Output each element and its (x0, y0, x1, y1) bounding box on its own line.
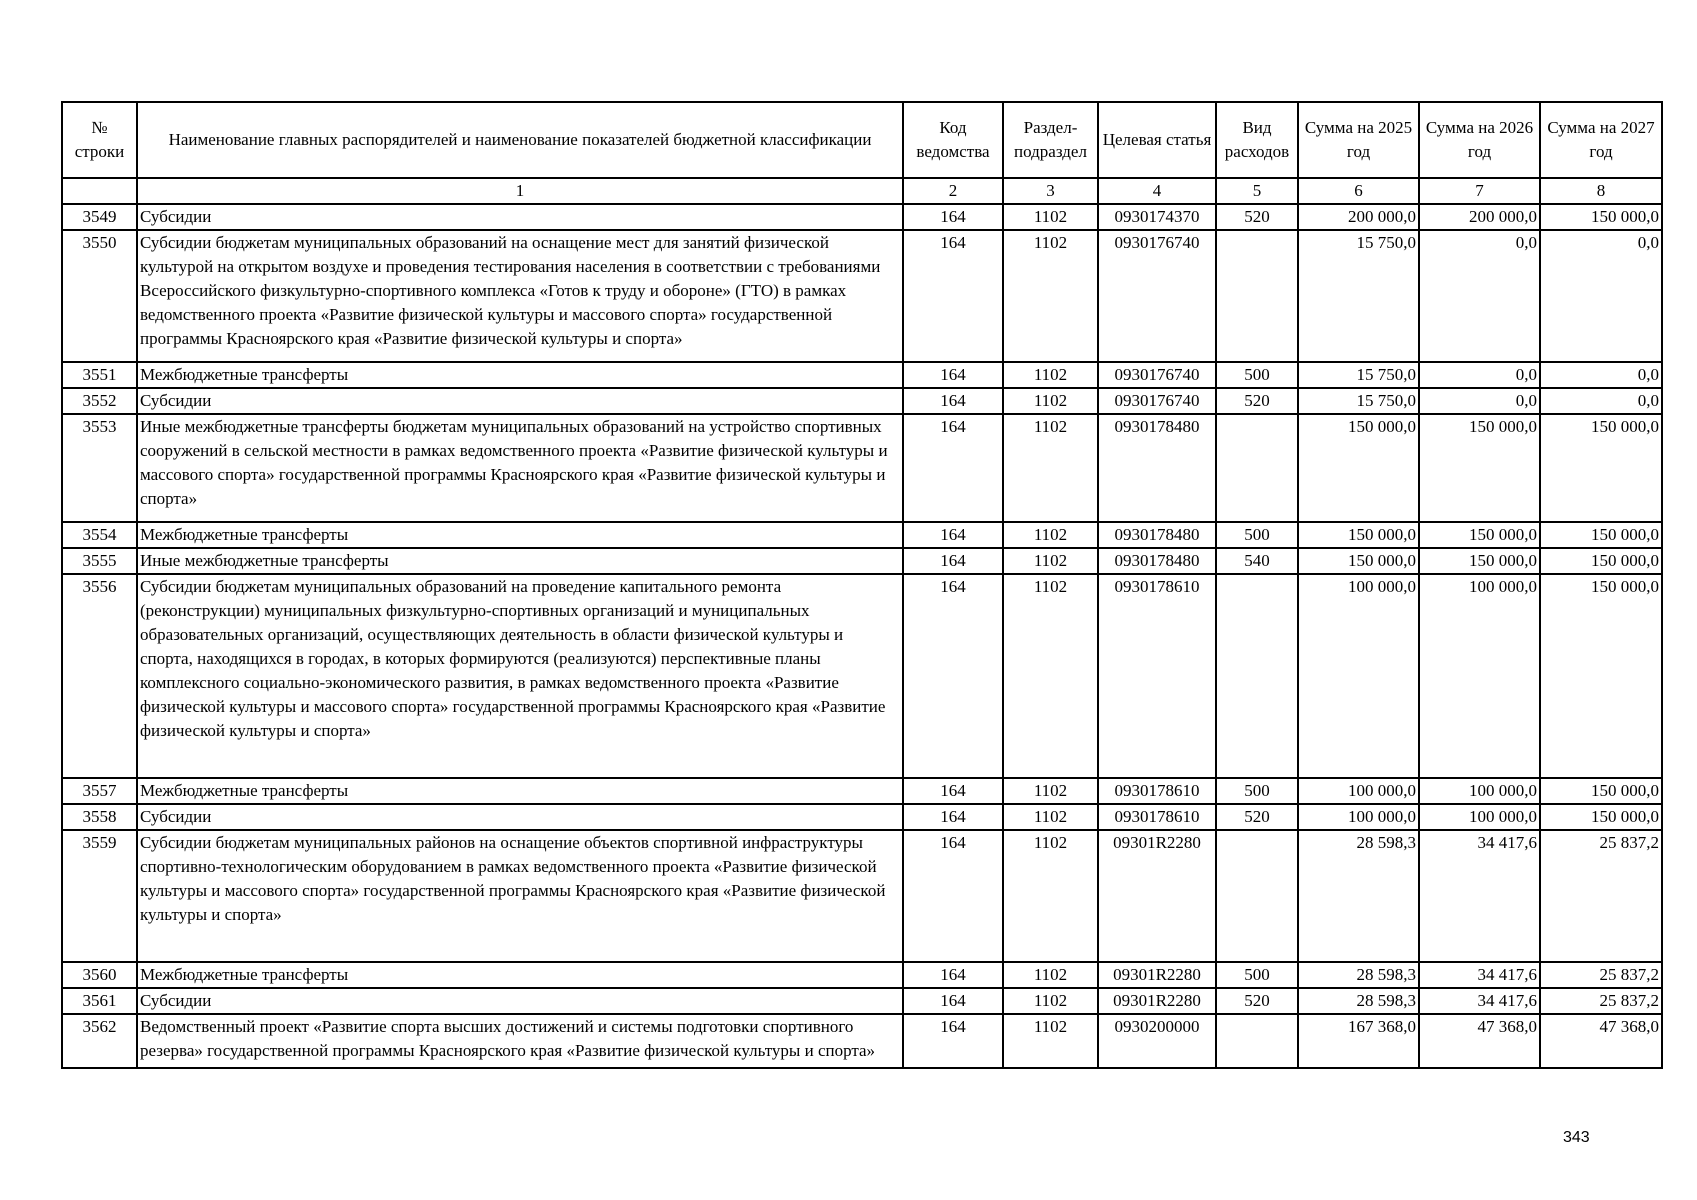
cell-sum-2026: 150 000,0 (1419, 548, 1540, 574)
column-number: 2 (903, 178, 1003, 204)
cell-expense-type: 500 (1216, 778, 1298, 804)
cell-sum-2025: 100 000,0 (1298, 778, 1419, 804)
cell-row-number: 3556 (62, 574, 137, 778)
table-row (62, 1014, 1662, 1068)
cell-dept-code: 164 (903, 522, 1003, 548)
cell-section: 1102 (1003, 388, 1098, 414)
cell-row-number: 3557 (62, 778, 137, 804)
cell-sum-2026: 34 417,6 (1419, 988, 1540, 1014)
table-row (62, 988, 1662, 1014)
header-name: Наименование главных распорядителей и наименование показателей бюджетной классификации (137, 102, 903, 178)
cell-name: Субсидии (137, 204, 903, 230)
cell-name: Субсидии (137, 388, 903, 414)
cell-section: 1102 (1003, 414, 1098, 522)
cell-sum-2027: 25 837,2 (1540, 962, 1662, 988)
cell-row-number: 3549 (62, 204, 137, 230)
table-row (62, 230, 1662, 362)
cell-dept-code: 164 (903, 988, 1003, 1014)
cell-expense-type: 520 (1216, 804, 1298, 830)
cell-sum-2026: 34 417,6 (1419, 830, 1540, 962)
cell-dept-code: 164 (903, 414, 1003, 522)
column-number: 7 (1419, 178, 1540, 204)
header-expense-type: Вид расходов (1216, 102, 1298, 178)
header-dept-code: Код ведомства (903, 102, 1003, 178)
header-target-item: Целевая статья (1098, 102, 1216, 178)
cell-section: 1102 (1003, 804, 1098, 830)
column-number: 5 (1216, 178, 1298, 204)
cell-expense-type: 500 (1216, 522, 1298, 548)
cell-target-item: 09301R2280 (1098, 830, 1216, 962)
cell-target-item: 09301R2280 (1098, 962, 1216, 988)
cell-target-item: 0930178610 (1098, 574, 1216, 778)
table-row (62, 204, 1662, 230)
cell-expense-type: 520 (1216, 988, 1298, 1014)
cell-section: 1102 (1003, 830, 1098, 962)
cell-row-number: 3552 (62, 388, 137, 414)
cell-section: 1102 (1003, 988, 1098, 1014)
cell-dept-code: 164 (903, 778, 1003, 804)
cell-name: Иные межбюджетные трансферты (137, 548, 903, 574)
cell-sum-2025: 150 000,0 (1298, 548, 1419, 574)
header-sum-2027: Сумма на 2027 год (1540, 102, 1662, 178)
cell-expense-type (1216, 1014, 1298, 1068)
cell-section: 1102 (1003, 1014, 1098, 1068)
cell-name: Межбюджетные трансферты (137, 778, 903, 804)
cell-sum-2027: 150 000,0 (1540, 548, 1662, 574)
cell-target-item: 0930178480 (1098, 548, 1216, 574)
cell-dept-code: 164 (903, 804, 1003, 830)
cell-dept-code: 164 (903, 362, 1003, 388)
cell-section: 1102 (1003, 548, 1098, 574)
cell-target-item: 0930176740 (1098, 362, 1216, 388)
cell-section: 1102 (1003, 204, 1098, 230)
table-row (62, 962, 1662, 988)
cell-sum-2026: 47 368,0 (1419, 1014, 1540, 1068)
cell-expense-type (1216, 230, 1298, 362)
column-number: 6 (1298, 178, 1419, 204)
table-row (62, 522, 1662, 548)
cell-sum-2027: 150 000,0 (1540, 574, 1662, 778)
header-sum-2026: Сумма на 2026 год (1419, 102, 1540, 178)
table-row (62, 804, 1662, 830)
cell-sum-2025: 28 598,3 (1298, 830, 1419, 962)
header-sum-2025: Сумма на 2025 год (1298, 102, 1419, 178)
cell-expense-type (1216, 830, 1298, 962)
table-row (62, 388, 1662, 414)
cell-dept-code: 164 (903, 388, 1003, 414)
column-number (62, 178, 137, 204)
cell-sum-2025: 167 368,0 (1298, 1014, 1419, 1068)
cell-dept-code: 164 (903, 962, 1003, 988)
cell-name: Межбюджетные трансферты (137, 962, 903, 988)
cell-sum-2025: 28 598,3 (1298, 988, 1419, 1014)
cell-sum-2026: 34 417,6 (1419, 962, 1540, 988)
cell-sum-2027: 0,0 (1540, 230, 1662, 362)
budget-table (61, 101, 1663, 1069)
page-number: 343 (1563, 1129, 1590, 1146)
cell-sum-2026: 100 000,0 (1419, 778, 1540, 804)
cell-target-item: 0930178610 (1098, 804, 1216, 830)
column-number-row (62, 178, 1662, 204)
cell-name: Субсидии (137, 804, 903, 830)
cell-sum-2025: 200 000,0 (1298, 204, 1419, 230)
cell-dept-code: 164 (903, 204, 1003, 230)
cell-name: Иные межбюджетные трансферты бюджетам муниципальных образований на устройство спортивных сооружений в сельской местности в рамках ведомственного проекта «Развитие физической культуры и массового спорта» государственной программы Красноярского края «Развитие физической культуры и спорта» (137, 414, 903, 522)
cell-sum-2026: 100 000,0 (1419, 574, 1540, 778)
cell-section: 1102 (1003, 778, 1098, 804)
cell-sum-2027: 47 368,0 (1540, 1014, 1662, 1068)
cell-dept-code: 164 (903, 230, 1003, 362)
cell-sum-2027: 25 837,2 (1540, 830, 1662, 962)
cell-row-number: 3550 (62, 230, 137, 362)
cell-sum-2027: 150 000,0 (1540, 414, 1662, 522)
cell-dept-code: 164 (903, 1014, 1003, 1068)
cell-dept-code: 164 (903, 830, 1003, 962)
cell-expense-type (1216, 574, 1298, 778)
cell-sum-2027: 150 000,0 (1540, 778, 1662, 804)
cell-sum-2027: 150 000,0 (1540, 522, 1662, 548)
column-number: 8 (1540, 178, 1662, 204)
cell-row-number: 3558 (62, 804, 137, 830)
cell-row-number: 3551 (62, 362, 137, 388)
cell-name: Межбюджетные трансферты (137, 522, 903, 548)
column-number: 1 (137, 178, 903, 204)
table-row (62, 414, 1662, 522)
cell-row-number: 3560 (62, 962, 137, 988)
cell-sum-2027: 0,0 (1540, 362, 1662, 388)
cell-name: Субсидии бюджетам муниципальных образований на оснащение мест для занятий физической культурой на открытом воздухе и проведения тестирования населения в соответствии с требованиями Всероссийского физкультурно-спортивного комплекса «Готов к труду и обороне» (ГТО) в рамках ведомственного проекта «Развитие физической культуры и массового спорта» государственной программы Красноярского края «Развитие физической культуры и спорта» (137, 230, 903, 362)
cell-expense-type (1216, 414, 1298, 522)
cell-sum-2025: 15 750,0 (1298, 230, 1419, 362)
cell-sum-2027: 25 837,2 (1540, 988, 1662, 1014)
header-row (62, 102, 1662, 178)
cell-sum-2027: 0,0 (1540, 388, 1662, 414)
cell-target-item: 0930174370 (1098, 204, 1216, 230)
cell-name: Ведомственный проект «Развитие спорта высших достижений и системы подготовки спортивного резерва» государственной программы Красноярского края «Развитие физической культуры и спорта» (137, 1014, 903, 1068)
cell-section: 1102 (1003, 230, 1098, 362)
cell-target-item: 0930178610 (1098, 778, 1216, 804)
cell-row-number: 3561 (62, 988, 137, 1014)
cell-row-number: 3562 (62, 1014, 137, 1068)
cell-row-number: 3553 (62, 414, 137, 522)
cell-sum-2025: 15 750,0 (1298, 388, 1419, 414)
cell-sum-2025: 28 598,3 (1298, 962, 1419, 988)
cell-name: Межбюджетные трансферты (137, 362, 903, 388)
cell-target-item: 0930200000 (1098, 1014, 1216, 1068)
cell-section: 1102 (1003, 362, 1098, 388)
column-number: 4 (1098, 178, 1216, 204)
cell-expense-type: 520 (1216, 204, 1298, 230)
cell-expense-type: 500 (1216, 362, 1298, 388)
cell-sum-2026: 150 000,0 (1419, 414, 1540, 522)
cell-name: Субсидии бюджетам муниципальных районов на оснащение объектов спортивной инфраструктуры спортивно-технологическим оборудованием в рамках ведомственного проекта «Развитие физической культуры и массового спорта» государственной программы Красноярского края «Развитие физической культуры и спорта» (137, 830, 903, 962)
table-row (62, 778, 1662, 804)
cell-row-number: 3559 (62, 830, 137, 962)
table-row (62, 830, 1662, 962)
cell-target-item: 09301R2280 (1098, 988, 1216, 1014)
cell-expense-type: 540 (1216, 548, 1298, 574)
cell-sum-2025: 100 000,0 (1298, 574, 1419, 778)
cell-dept-code: 164 (903, 548, 1003, 574)
cell-expense-type: 500 (1216, 962, 1298, 988)
cell-sum-2025: 150 000,0 (1298, 522, 1419, 548)
cell-sum-2026: 200 000,0 (1419, 204, 1540, 230)
column-number: 3 (1003, 178, 1098, 204)
cell-target-item: 0930176740 (1098, 230, 1216, 362)
cell-section: 1102 (1003, 962, 1098, 988)
cell-dept-code: 164 (903, 574, 1003, 778)
cell-sum-2025: 15 750,0 (1298, 362, 1419, 388)
cell-section: 1102 (1003, 522, 1098, 548)
cell-sum-2027: 150 000,0 (1540, 804, 1662, 830)
cell-row-number: 3555 (62, 548, 137, 574)
cell-name: Субсидии бюджетам муниципальных образований на проведение капитального ремонта (реконструкции) муниципальных физкультурно-спортивных организаций и муниципальных образовательных организаций, осуществляющих деятельность в области физической культуры и спорта, находящихся в городах, в которых формируются (реализуются) перспективные планы комплексного социально-экономического развития, в рамках ведомственного проекта «Развитие физической культуры и массового спорта» государственной программы Красноярского края «Развитие физической культуры и спорта» (137, 574, 903, 778)
cell-target-item: 0930178480 (1098, 522, 1216, 548)
cell-sum-2025: 150 000,0 (1298, 414, 1419, 522)
cell-sum-2026: 100 000,0 (1419, 804, 1540, 830)
cell-target-item: 0930176740 (1098, 388, 1216, 414)
table-row (62, 548, 1662, 574)
header-section: Раздел-подраздел (1003, 102, 1098, 178)
cell-row-number: 3554 (62, 522, 137, 548)
cell-sum-2026: 0,0 (1419, 388, 1540, 414)
cell-sum-2027: 150 000,0 (1540, 204, 1662, 230)
cell-sum-2026: 0,0 (1419, 362, 1540, 388)
cell-expense-type: 520 (1216, 388, 1298, 414)
cell-target-item: 0930178480 (1098, 414, 1216, 522)
cell-sum-2026: 150 000,0 (1419, 522, 1540, 548)
table-row (62, 362, 1662, 388)
header-row-number: № строки (62, 102, 137, 178)
cell-sum-2026: 0,0 (1419, 230, 1540, 362)
table-row (62, 574, 1662, 778)
budget-sheet (61, 101, 1661, 1069)
cell-sum-2025: 100 000,0 (1298, 804, 1419, 830)
cell-section: 1102 (1003, 574, 1098, 778)
cell-name: Субсидии (137, 988, 903, 1014)
